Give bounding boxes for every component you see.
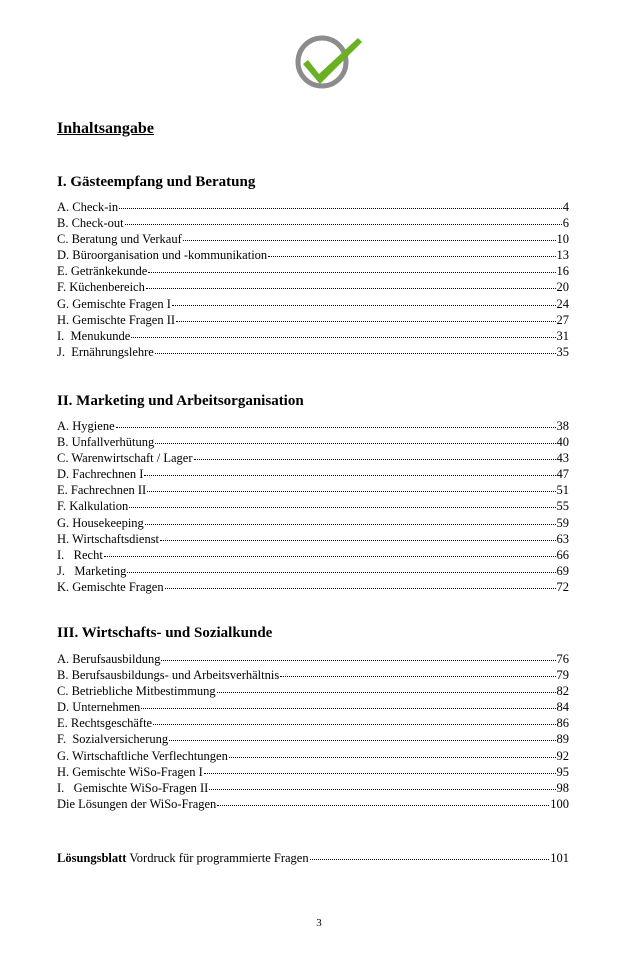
- toc-entry: [57, 199, 569, 215]
- toc-entry-label: K. Gemischte Fragen: [57, 579, 164, 594]
- toc-entry-label: C. Warenwirtschaft / Lager: [57, 451, 193, 466]
- toc-page-number: 86: [556, 716, 569, 731]
- toc-entry: [57, 764, 569, 780]
- toc-entry-label: D. Büroorganisation und -kommunikation: [57, 248, 268, 263]
- toc-entry-label: E. Fachrechnen II: [57, 483, 147, 498]
- toc-list-section-1: [57, 199, 569, 360]
- toc-entry: [57, 263, 569, 279]
- toc-entry: [57, 683, 569, 699]
- toc-page-number: 89: [556, 732, 569, 747]
- toc-page-number: 59: [556, 515, 569, 530]
- toc-page-number: 31: [556, 328, 569, 343]
- leader-dots: [310, 859, 550, 860]
- toc-page-number: 13: [556, 248, 569, 263]
- toc-page-number: 79: [556, 668, 569, 683]
- section-heading-2: II. Marketing und Arbeitsorganisation: [57, 393, 304, 409]
- toc-page-number: 20: [556, 280, 569, 295]
- page-title: Inhaltsangabe: [57, 120, 154, 137]
- toc-entry-label: H. Wirtschaftsdienst: [57, 531, 160, 546]
- toc-page-number: 63: [556, 531, 569, 546]
- toc-entry: [57, 498, 569, 514]
- toc-page-number: 84: [556, 700, 569, 715]
- toc-entry: [57, 296, 569, 312]
- toc-entry: [57, 715, 569, 731]
- toc-page-number: 4: [562, 200, 569, 214]
- leader-dots: [144, 475, 555, 476]
- toc-entry-label: H. Gemischte WiSo-Fragen I: [57, 764, 203, 779]
- toc-page-number: 27: [556, 312, 569, 327]
- leader-dots: [155, 443, 555, 444]
- toc-list-section-3: [57, 651, 569, 812]
- toc-entry: [57, 450, 569, 466]
- toc-entry: [57, 515, 569, 531]
- leader-dots: [183, 240, 556, 241]
- toc-page-number: 43: [556, 451, 569, 466]
- toc-page-number: 72: [556, 579, 569, 594]
- toc-entry-label: D. Fachrechnen I: [57, 467, 144, 482]
- leader-dots: [165, 588, 556, 589]
- leader-dots: [146, 288, 556, 289]
- toc-entry: [57, 231, 569, 247]
- toc-entry-label: F. Küchenbereich: [57, 280, 145, 295]
- toc-entry-label: A. Berufsausbildung: [57, 652, 161, 666]
- toc-entry-label: Die Lösungen der WiSo-Fragen: [57, 796, 217, 811]
- toc-entry: [57, 651, 569, 667]
- toc-entry-label: B. Check-out: [57, 216, 124, 231]
- toc-entry-label: F. Kalkulation: [57, 499, 129, 514]
- leader-dots: [104, 556, 556, 557]
- toc-entry: [57, 579, 569, 595]
- toc-page-number: 92: [556, 748, 569, 763]
- toc-entry: [57, 667, 569, 683]
- toc-entry: [57, 780, 569, 796]
- toc-entry: [57, 482, 569, 498]
- solution-sheet-text: Vordruck für programmierte Fragen: [126, 851, 309, 865]
- toc-entry: [57, 547, 569, 563]
- leader-dots: [169, 740, 555, 741]
- section-heading-3: III. Wirtschafts- und Sozialkunde: [57, 625, 273, 641]
- toc-entry-label: A. Hygiene: [57, 419, 115, 433]
- toc-entry-label: G. Wirtschaftliche Verflechtungen: [57, 748, 228, 763]
- toc-list-section-2: [57, 418, 569, 595]
- toc-entry: [57, 748, 569, 764]
- leader-dots: [119, 208, 562, 209]
- toc-page-number: 38: [556, 419, 569, 433]
- leader-dots: [129, 507, 555, 508]
- leader-dots: [217, 692, 556, 693]
- toc-page-number: 101: [550, 851, 569, 865]
- leader-dots: [125, 224, 562, 225]
- toc-entry-label: J. Ernährungslehre: [57, 344, 154, 359]
- toc-page-number: 47: [556, 467, 569, 482]
- leader-dots: [161, 660, 555, 661]
- leader-dots: [116, 427, 556, 428]
- toc-entry-label: I. Gemischte WiSo-Fragen II: [57, 780, 209, 795]
- leader-dots: [209, 789, 555, 790]
- toc-page-number: 51: [556, 483, 569, 498]
- toc-page-number: 95: [556, 764, 569, 779]
- toc-entry: [57, 699, 569, 715]
- leader-dots: [176, 321, 555, 322]
- toc-entry-label: A. Check-in: [57, 200, 119, 214]
- toc-page-number: 69: [556, 563, 569, 578]
- toc-page-number: 10: [556, 232, 569, 247]
- toc-entry: [57, 215, 569, 231]
- toc-entry-label: I. Recht: [57, 547, 103, 562]
- toc-page-number: 76: [556, 652, 569, 666]
- toc-entry-label: B. Unfallverhütung: [57, 435, 155, 450]
- toc-page-number: 66: [556, 547, 569, 562]
- toc-entry-label: G. Gemischte Fragen I: [57, 296, 171, 311]
- toc-entry: [57, 531, 569, 547]
- toc-entry-label: E. Rechtsgeschäfte: [57, 716, 153, 731]
- toc-entry-label: J. Marketing: [57, 563, 127, 578]
- toc-entry: [57, 279, 569, 295]
- leader-dots: [204, 773, 556, 774]
- leader-dots: [280, 676, 555, 677]
- page-number: 3: [316, 917, 322, 929]
- toc-page-number: 16: [556, 264, 569, 279]
- toc-entry: [57, 731, 569, 747]
- leader-dots: [155, 353, 556, 354]
- toc-entry-label: I. Menukunde: [57, 328, 131, 343]
- toc-entry: [57, 328, 569, 344]
- toc-entry-label: C. Beratung und Verkauf: [57, 232, 182, 247]
- section-heading-1: I. Gästeempfang und Beratung: [57, 174, 256, 190]
- leader-dots: [160, 540, 555, 541]
- leader-dots: [194, 459, 556, 460]
- leader-dots: [147, 491, 555, 492]
- leader-dots: [141, 708, 555, 709]
- toc-page-number: 100: [550, 796, 569, 811]
- toc-entry-label: H. Gemischte Fragen II: [57, 312, 176, 327]
- toc-page-number: 35: [556, 344, 569, 359]
- toc-entry-solution-sheet: [57, 850, 569, 866]
- toc-entry-label: B. Berufsausbildungs- und Arbeitsverhältnis: [57, 668, 280, 683]
- toc-entry: [57, 344, 569, 360]
- toc-list-solution: [57, 850, 569, 866]
- leader-dots: [229, 757, 556, 758]
- checkmark-logo-icon: [292, 30, 364, 92]
- toc-page-number: 98: [556, 780, 569, 795]
- toc-page-number: 55: [556, 499, 569, 514]
- leader-dots: [268, 256, 555, 257]
- leader-dots: [148, 272, 555, 273]
- leader-dots: [145, 524, 556, 525]
- solution-sheet-bold: Lösungsblatt: [57, 851, 127, 865]
- leader-dots: [217, 805, 549, 806]
- toc-entry: [57, 466, 569, 482]
- toc-page-number: 82: [556, 684, 569, 699]
- toc-entry: [57, 418, 569, 434]
- toc-entry: [57, 247, 569, 263]
- toc-entry-label: F. Sozialversicherung: [57, 732, 169, 747]
- toc-page-number: 40: [556, 435, 569, 450]
- leader-dots: [153, 724, 555, 725]
- leader-dots: [131, 337, 555, 338]
- leader-dots: [127, 572, 555, 573]
- leader-dots: [172, 305, 556, 306]
- toc-entry: [57, 434, 569, 450]
- toc-page-number: 24: [556, 296, 569, 311]
- toc-entry-label: E. Getränkekunde: [57, 264, 148, 279]
- toc-entry: [57, 312, 569, 328]
- toc-page-number: 6: [562, 216, 569, 231]
- toc-entry-label: C. Betriebliche Mitbestimmung: [57, 684, 216, 699]
- toc-entry-label: G. Housekeeping: [57, 515, 144, 530]
- toc-entry-label: D. Unternehmen: [57, 700, 141, 715]
- toc-entry: [57, 796, 569, 812]
- toc-entry: [57, 563, 569, 579]
